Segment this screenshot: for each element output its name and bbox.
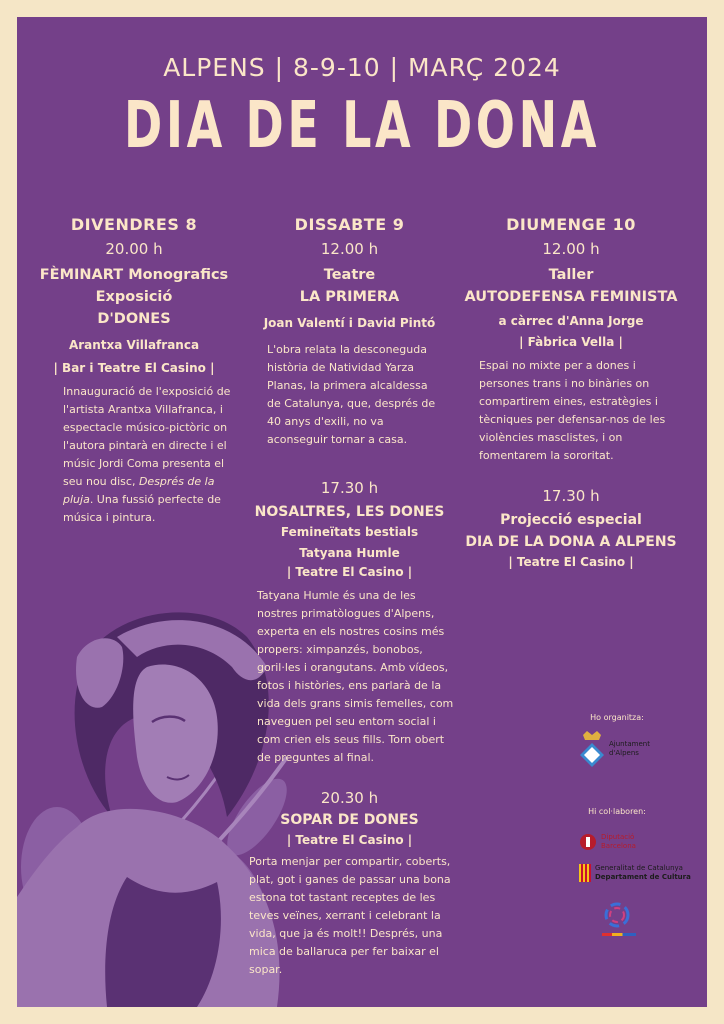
event-title-line: LA PRIMERA — [299, 289, 400, 305]
description-text: . Una fussió perfecte de música i pintura. — [63, 493, 221, 524]
event-venue: | Teatre El Casino | — [508, 555, 634, 569]
event-title-line: AUTODEFENSA FEMINISTA — [464, 289, 678, 305]
ajuntament-logo — [579, 729, 650, 769]
logo-line: Departament de Cultura — [595, 873, 691, 881]
event-facilitator: a càrrec d'Anna Jorge — [498, 314, 644, 328]
column-sunday — [455, 215, 687, 569]
ring-logo-icon — [602, 900, 632, 930]
collaborators-label: Hi col·laboren: — [588, 807, 646, 816]
album-title: Després de la pluja — [63, 475, 215, 506]
senyera-icon — [579, 864, 591, 882]
event-venue: | Teatre El Casino | — [286, 833, 413, 847]
circular-logo — [602, 900, 632, 930]
diputacio-name — [601, 833, 636, 851]
event-description: Porta menjar per compartir, coberts, plat, got i ganes de passar una bona estona tot tastant receptes de les teves veïnes, xerrant i celebrant la vida, que ja és molt!! Després, una mica de ballaruca per fer baixar el sopar. — [249, 855, 451, 976]
event-title-line: Teatre — [323, 267, 376, 283]
event-time: 20.00 h — [105, 240, 163, 258]
event-time: 17.30 h — [320, 479, 379, 497]
poster — [17, 17, 707, 1007]
event-title-line: FÈMINART Monografics — [39, 267, 229, 283]
event-subtitle: ALPENS | 8-9-10 | MARÇ 2024 — [163, 53, 561, 82]
organizer-label: Ho organitza: — [590, 713, 644, 722]
event-performers: Joan Valentí i David Pintó — [263, 316, 436, 330]
event-title-line: Exposició — [95, 289, 173, 305]
event-venue: | Fàbrica Vella | — [519, 335, 623, 349]
generalitat-logo — [579, 864, 691, 882]
description-text: Innauguració de l'exposició de l'artista Arantxa Villafranca, i espectacle músico-pictòric on l'autora pintarà en directe i el músic Jordi Coma presenta el seu nou disc, — [63, 385, 231, 488]
coat-of-arms-icon — [579, 729, 605, 769]
event-subtitle-line: Femineïtats bestials — [280, 525, 419, 539]
event-title-line: DIA DE LA DONA A ALPENS — [465, 534, 677, 550]
logo-line: Ajuntament — [609, 740, 650, 748]
event-time: 17.30 h — [542, 487, 600, 505]
event-artist: Arantxa Villafranca — [68, 338, 200, 352]
event-title-line: D'DONES — [97, 311, 171, 327]
logo-line: d'Alpens — [609, 749, 639, 757]
generalitat-name — [595, 864, 691, 882]
logo-line: Barcelona — [601, 842, 636, 850]
event-description — [29, 383, 233, 527]
event-title-line: Projecció especial — [500, 512, 642, 528]
ajuntament-name — [609, 740, 650, 758]
event-description: Espai no mixte per a dones i persones trans i no binàries on compartirem eines, estratègies i tècniques per defensar-nos de les violències masclistes, i on fomentarem la sororitat. — [479, 359, 666, 462]
event-venue: | Teatre El Casino | — [286, 565, 413, 579]
day-heading: DISSABTE 9 — [294, 215, 405, 234]
event-venue: | Bar i Teatre El Casino | — [53, 361, 215, 375]
event-title-line: Taller — [548, 267, 594, 283]
column-friday — [29, 215, 239, 527]
event-description: L'obra relata la desconeguda història de Natividad Yarza Planas, la primera alcaldessa de Catalunya, que, després de 40 anys d'exili, no va aconseguir tornar a casa. — [267, 343, 436, 446]
event-title-line: SOPAR DE DONES — [280, 812, 419, 828]
day-heading: DIVENDRES 8 — [70, 215, 198, 234]
diputacio-icon — [579, 833, 597, 851]
event-title-line: NOSALTRES, LES DONES — [254, 504, 445, 520]
event-time: 20.30 h — [320, 789, 379, 807]
small-logo-strip — [602, 933, 636, 936]
event-speaker: Tatyana Humle — [299, 546, 400, 560]
logo-line: Diputació — [601, 833, 635, 841]
event-title: DIA DE LA DONA — [124, 89, 600, 163]
logo-line: Generalitat de Catalunya — [595, 864, 683, 872]
event-time: 12.00 h — [542, 240, 600, 258]
event-time: 12.00 h — [320, 240, 379, 258]
event-description: Tatyana Humle és una de les nostres primatòlogues d'Alpens, experta en els nostres cosins més propers: ximpanzés, bonobos, goril·les i orangutans. Amb vídeos, fotos i històries, ens parlarà de la vida dels grans simis femelles, com naveguen pel seu entorn social i com crien els seus fills. Torn obert de preguntes al final. — [257, 589, 454, 764]
day-heading: DIUMENGE 10 — [506, 215, 636, 234]
column-saturday — [237, 215, 462, 979]
diputacio-logo — [579, 833, 636, 851]
